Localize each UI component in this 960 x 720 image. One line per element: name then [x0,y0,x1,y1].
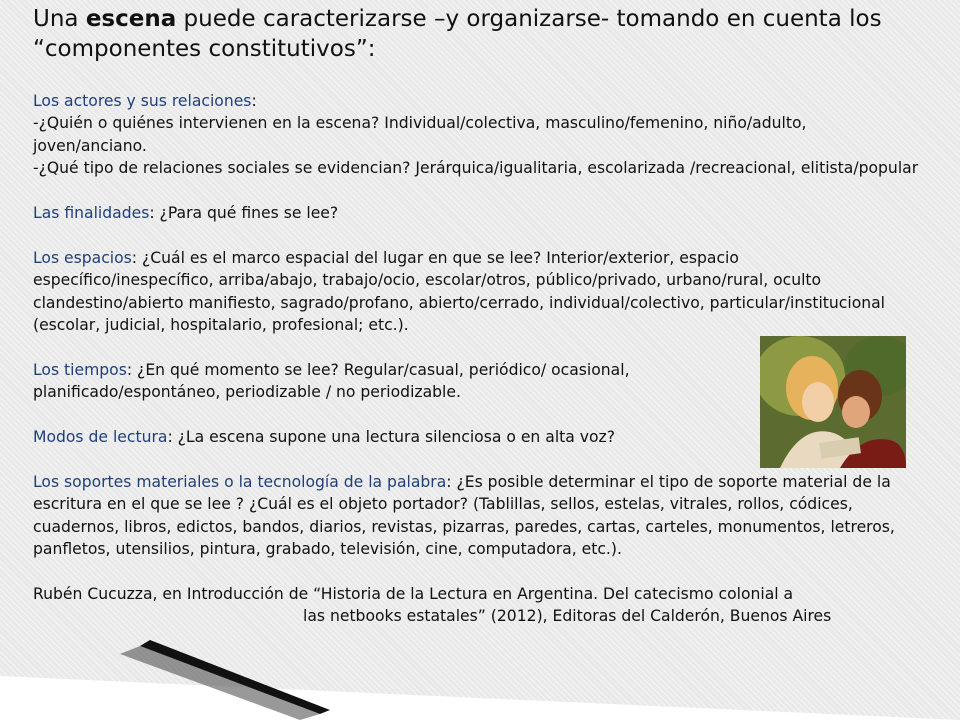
title-part: Una [33,6,86,32]
painting-image [760,336,906,468]
actores-question-2: -¿Qué tipo de relaciones sociales se evidencian? Jerárquica/igualitaria, escolarizada /recreacional, elitista/popular [33,159,919,178]
section-text: : ¿Cuál es el marco espacial del lugar en que se lee? Interior/exterior, espacio específico/inespecífico, arriba/abajo, trabajo/ocio, escolar/otros, público/privado, urbano/rural, oculto clandestino/abierto manifiesto, sagrado/profano, abierto/cerrado, individual/colectivo, particular/institucional (escolar, judicial, hospitalario, profesional; etc.). [33,248,886,335]
section-text: : ¿En qué momento se lee? Regular/casual, periódico/ ocasional, [126,360,630,379]
colon: : [251,92,257,110]
section-heading: Los espacios [33,248,132,267]
tiempos-line-2: planificado/espontáneo, periodizable / no periodizable. [33,383,461,402]
reading-girls-painting [760,336,906,468]
title-bold-word: escena [85,6,177,32]
slide-title [33,4,893,64]
section-heading: Modos de lectura [33,428,168,447]
decorative-arrow [0,640,960,720]
section-heading: Las finalidades [33,204,150,223]
actores-question-1: -¿Quién o quiénes intervienen en la escena? Individual/colectiva, masculino/femenino, niño/adulto, joven/anciano. [33,114,807,155]
section-text: : ¿Es posible determinar el tipo de soporte material de la escritura en el que se lee ? ¿Cuál es el objeto portador? (Tablillas, sellos, estelas, vitrales, rollos, códices, cuadernos, libros, edictos, bandos, diarios, revistas, pizarras, paredes, cartas, carteles, monumentos, letreros, panfletos, utensilios, pintura, grabado, televisión, cine, computadora, etc.). [33,472,895,559]
finalidades-paragraph [33,202,923,224]
section-heading: Los soportes materiales o la tecnología de la palabra [33,472,447,491]
actores-heading-line [33,90,923,112]
section-heading: Los tiempos [33,360,127,379]
espacios-paragraph [33,247,923,337]
section-text: : ¿Para qué fines se lee? [149,204,339,223]
citation-line-1: Rubén Cucuzza, en Introducción de “Historia de la Lectura en Argentina. Del catecismo colonial a [33,584,794,603]
section-text: : ¿La escena supone una lectura silenciosa o en alta voz? [167,428,616,447]
title-part: puede caracterizarse –y organizarse- tomando en cuenta los “componentes constitutivos”: [33,6,882,62]
section-heading: Los actores y sus relaciones [33,92,252,110]
citation-line-2: las netbooks estatales” (2012), Editoras del Calderón, Buenos Aires [303,607,832,626]
soportes-paragraph [33,471,923,561]
